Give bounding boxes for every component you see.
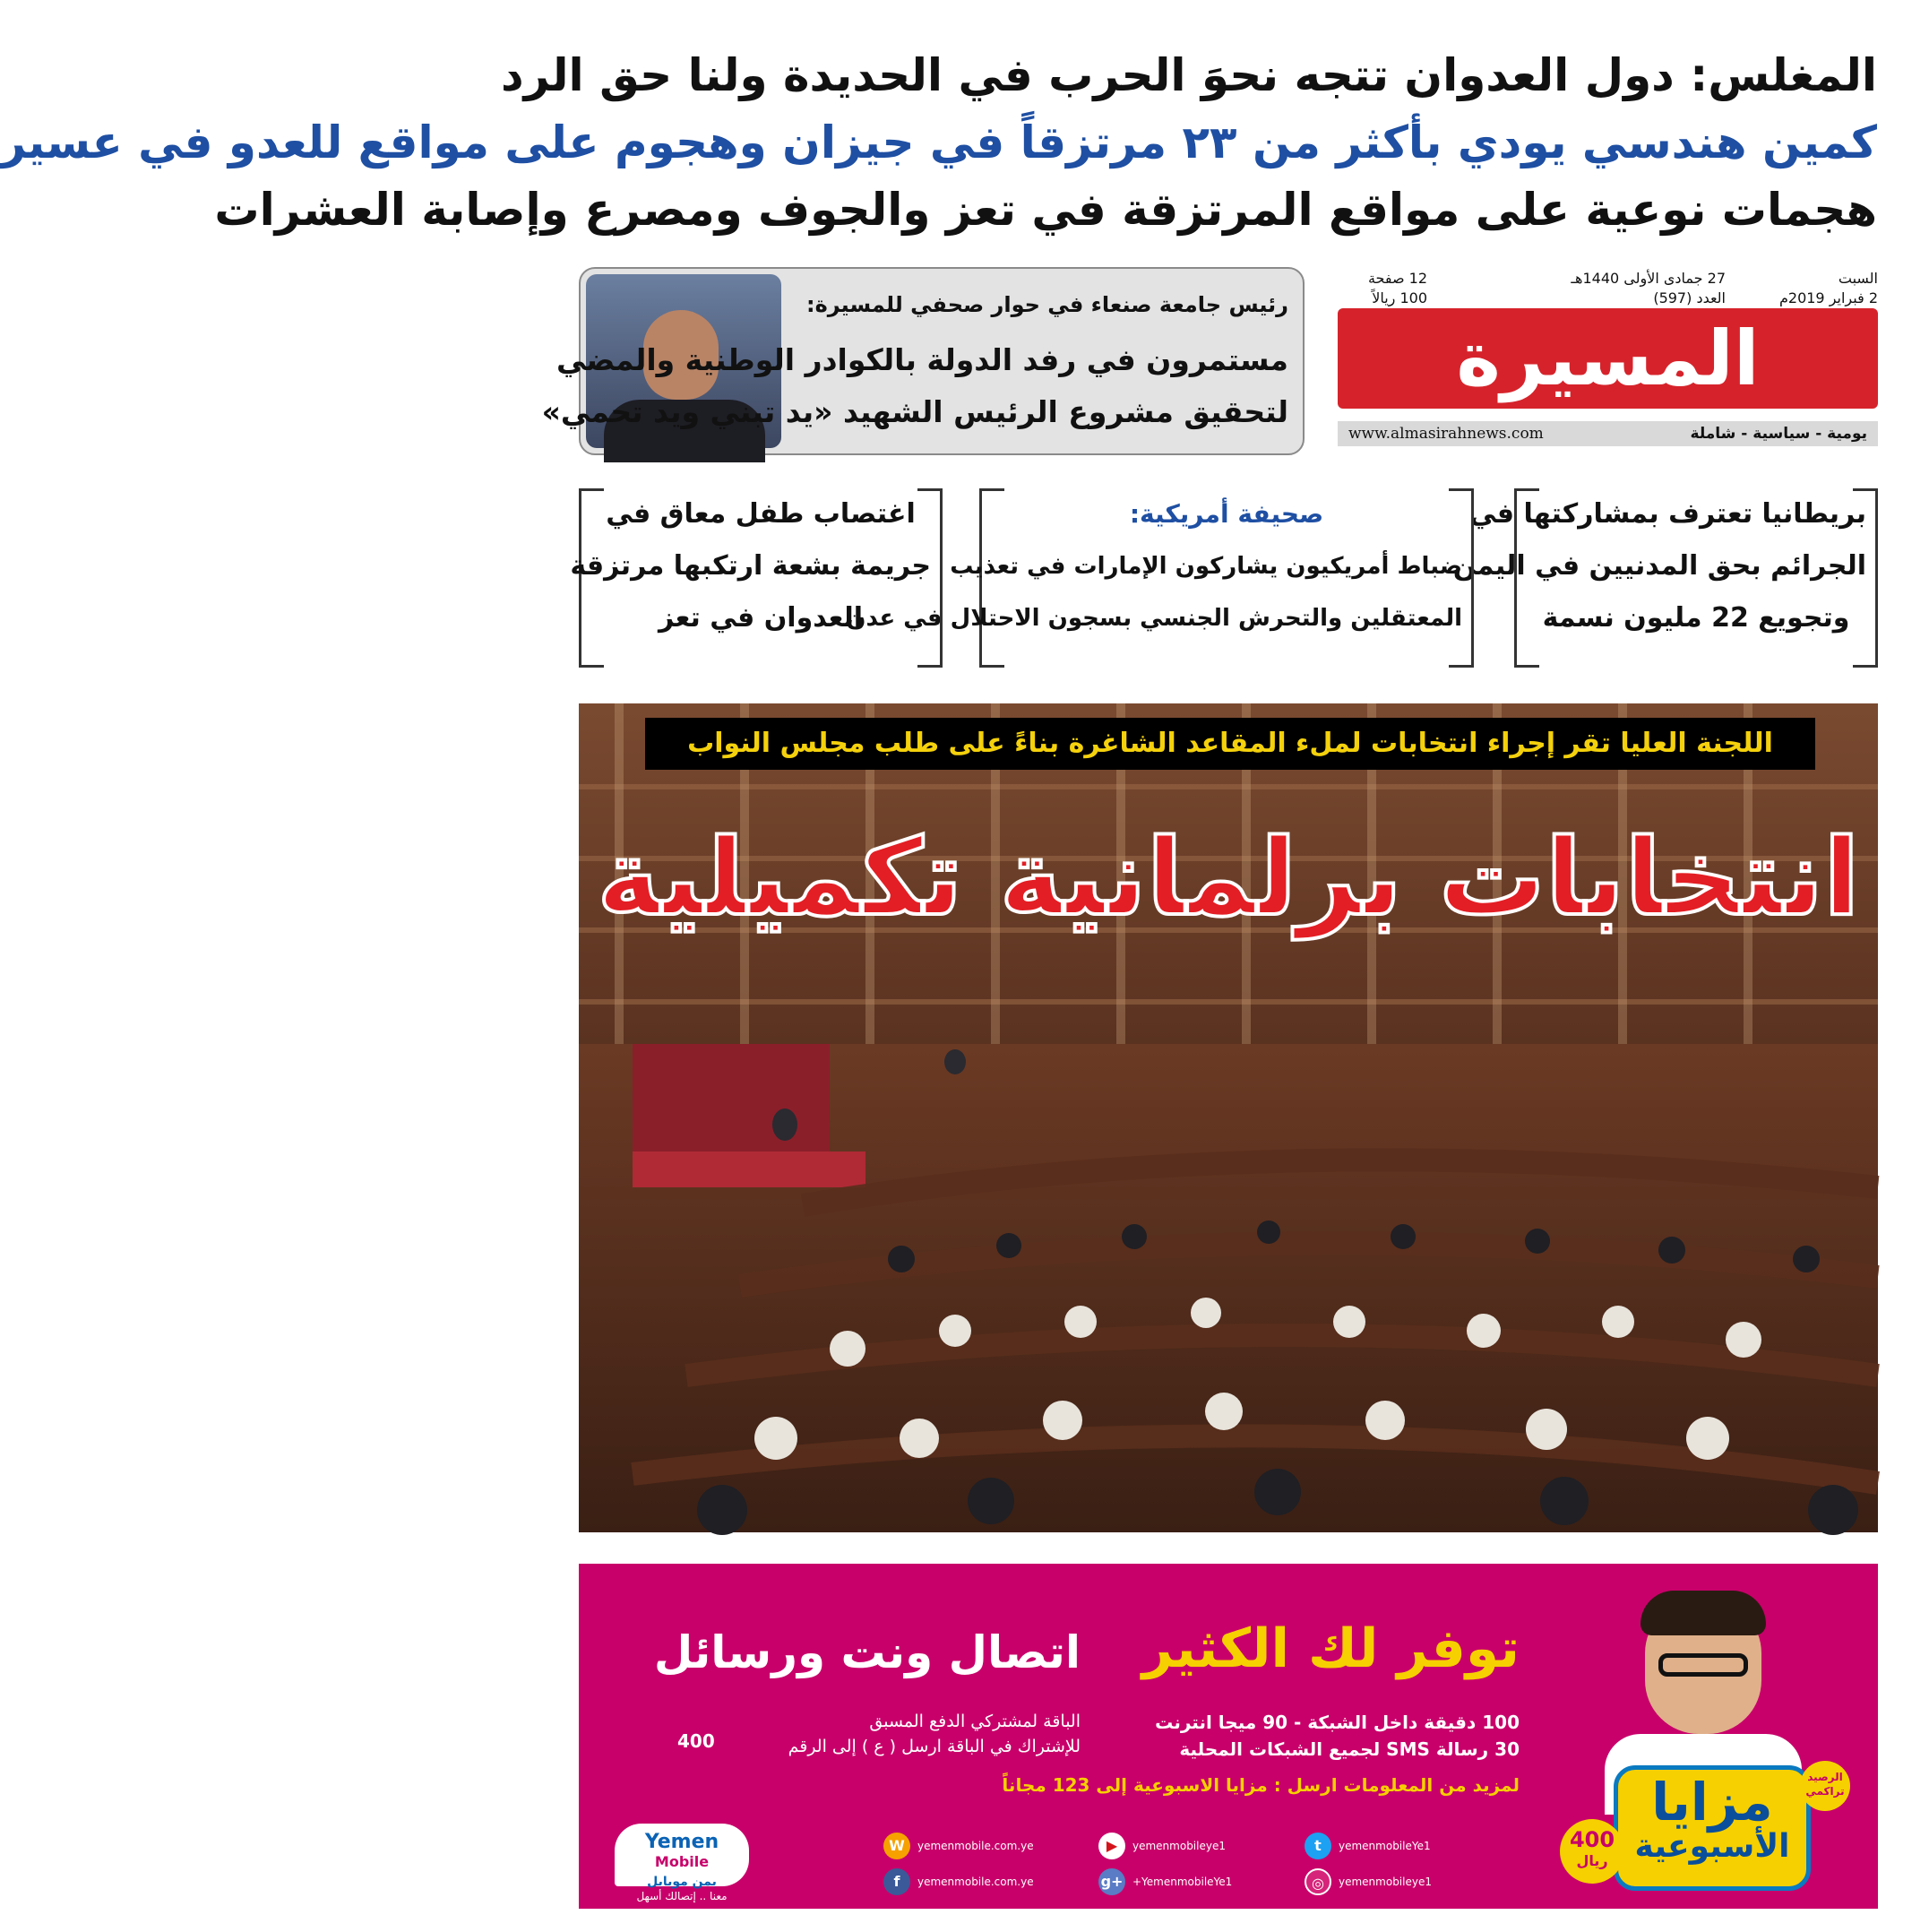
masthead-bar — [1338, 421, 1878, 446]
social-links — [883, 1833, 1511, 1904]
social-facebook-label: yemenmobile.com.ye — [917, 1876, 1034, 1888]
issue-number: العدد (597) — [1653, 289, 1726, 306]
price-value: 400 — [1569, 1827, 1615, 1852]
social-twitter-label: yemenmobileYe1 — [1339, 1840, 1431, 1852]
social-google-plus[interactable] — [1098, 1868, 1232, 1895]
social-instagram[interactable] — [1305, 1868, 1432, 1895]
social-youtube-label: yemenmobileye1 — [1132, 1840, 1226, 1852]
price-unit: ريال — [1576, 1852, 1608, 1869]
social-facebook[interactable] — [883, 1868, 1034, 1895]
story-line: بريطانيا تعترف بمشاركتها في — [1469, 498, 1866, 530]
youtube-icon: ▶ — [1098, 1833, 1125, 1859]
ad-subscribe-line-1: الباقة لمشتركي الدفع المسبق — [869, 1712, 1081, 1731]
badge-line-2: الأسبوعية — [1634, 1828, 1790, 1865]
newspaper-logo: المسيرة — [1338, 308, 1878, 409]
story-line: جريمة بشعة ارتكبها مرتزقة — [570, 550, 931, 582]
story-line: المعتقلين والتحرش الجنسي بسجون الاحتلال في عدن — [846, 605, 1462, 632]
parliament-photo[interactable] — [579, 703, 1878, 1532]
story-box-american-newspaper[interactable] — [846, 488, 1474, 668]
credit-badge: الرصيد تراكمي — [1800, 1761, 1850, 1811]
page-count: 12 صفحة — [1367, 270, 1427, 287]
ad-subscribe-number: 400 — [677, 1730, 715, 1752]
story-line: وتجويع 22 مليون نسمة — [1542, 602, 1850, 634]
social-youtube[interactable] — [1098, 1833, 1226, 1859]
masthead-issue — [1546, 269, 1726, 308]
ad-offer-line-1: 100 دقيقة داخل الشبكة - 90 ميجا انترنت — [1155, 1712, 1520, 1733]
interview-kicker: رئيس جامعة صنعاء في حوار صحفي للمسيرة: — [805, 292, 1288, 317]
headline-2: كمين هندسي يودي بأكثر من ٢٣ مرتزقاً في جيزان وهجوم على مواقع للعدو في عسير — [0, 116, 1877, 168]
story-box-britain[interactable] — [1452, 488, 1878, 668]
story-line: الجرائم بحق المدنيين في اليمن — [1452, 550, 1866, 582]
interview-line-1: مستمرون في رفد الدولة بالكوادر الوطنية والمضي — [555, 342, 1288, 377]
persona-hair — [1641, 1591, 1766, 1635]
badge-line-1: مزايا — [1651, 1772, 1773, 1833]
story-line: اغتصاب طفل معاق في — [606, 498, 916, 530]
interview-box[interactable] — [541, 267, 1305, 455]
masthead-price — [1338, 269, 1427, 308]
social-google-label: +YemenmobileYe1 — [1132, 1876, 1233, 1888]
social-instagram-label: yemenmobileye1 — [1339, 1876, 1432, 1888]
day-label: السبت — [1838, 270, 1878, 287]
main-story-title: انتخابات برلمانية تكميلية — [597, 815, 1860, 939]
weekly-bundle-badge — [1614, 1765, 1811, 1891]
social-web[interactable] — [883, 1833, 1034, 1859]
masthead — [1338, 262, 1878, 454]
hijri-date: 27 جمادى الأولى 1440هـ — [1571, 270, 1726, 287]
logo-line-2: Mobile — [654, 1853, 710, 1870]
instagram-icon: ◎ — [1305, 1868, 1331, 1895]
ad-slogan: معنا .. إتصالك أسهل — [636, 1890, 728, 1902]
interview-line-2: لتحقيق مشروع الرئيس الشهيد «يد تبني ويد تحمي» — [541, 394, 1288, 429]
social-twitter[interactable] — [1305, 1833, 1431, 1859]
main-story-kicker: اللجنة العليا تقر إجراء انتخابات لملء المقاعد الشاغرة بناءً على طلب مجلس النواب — [645, 718, 1815, 770]
ad-offer-line-2: 30 رسالة SMS لجميع الشبكات المحلية — [1179, 1738, 1520, 1760]
yemen-mobile-ad[interactable] — [579, 1564, 1878, 1909]
ad-headline: توفر لك الكثير — [1141, 1617, 1520, 1680]
yemen-mobile-logo — [615, 1824, 749, 1889]
persona-glasses — [1658, 1653, 1748, 1677]
ad-services-title: اتصال ونت ورسائل — [653, 1626, 1081, 1678]
story-kicker: صحيفة أمريكية: — [1129, 499, 1324, 529]
ad-info-line: لمزيد من المعلومات ارسل : مزايا الاسبوعية إلى 123 مجاناً — [1002, 1774, 1520, 1796]
tagline: يومية - سياسية - شاملة — [1690, 425, 1867, 443]
facebook-icon: f — [883, 1868, 910, 1895]
twitter-icon: t — [1305, 1833, 1331, 1859]
masthead-date — [1761, 269, 1878, 308]
price-badge — [1560, 1819, 1624, 1884]
web-icon: W — [883, 1833, 910, 1859]
price: 100 ريالاً — [1372, 289, 1427, 306]
ad-subscribe-line-2: للإشتراك في الباقة ارسل ( ع ) إلى الرقم — [788, 1737, 1081, 1756]
headline-3: هجمات نوعية على مواقع المرتزقة في تعز والجوف ومصرع وإصابة العشرات — [214, 184, 1877, 236]
website-link[interactable]: www.almasirahnews.com — [1348, 425, 1544, 443]
headline-1: المغلس: دول العدوان تتجه نحوَ الحرب في الحديدة ولنا حق الرد — [501, 49, 1877, 101]
story-box-taiz[interactable] — [570, 488, 943, 668]
gregorian-date: 2 فبراير 2019م — [1778, 289, 1878, 306]
logo-arabic: يمن موبايل — [647, 1875, 717, 1889]
google-plus-icon: g+ — [1098, 1868, 1125, 1895]
logo-line-1: Yemen — [644, 1831, 719, 1853]
story-line: ضباط أمريكيون يشاركون الإمارات في تعذيب — [950, 553, 1462, 580]
ad-persona — [1560, 1582, 1845, 1895]
story-line: العدوان في تعز — [658, 602, 864, 634]
social-web-label: yemenmobile.com.ye — [917, 1840, 1034, 1852]
